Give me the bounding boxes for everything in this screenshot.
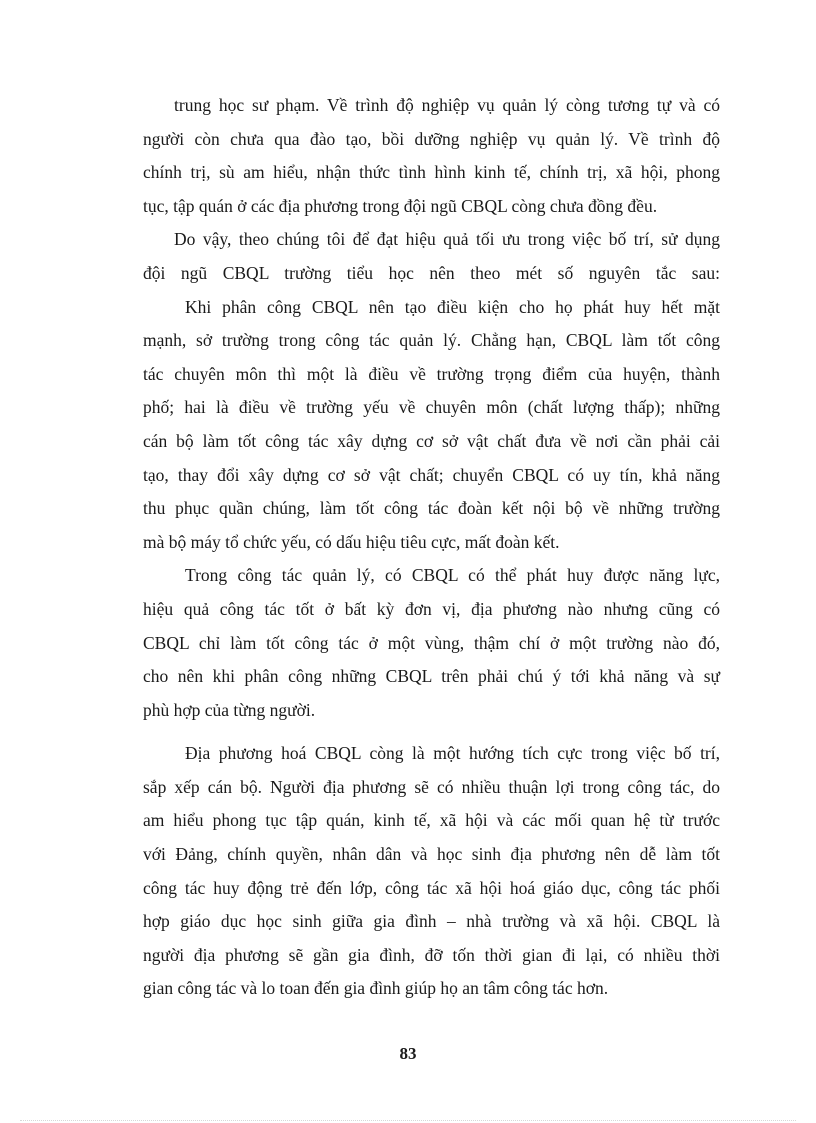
- text-line: thu phục quần chúng, làm tốt công tác đoàn kết nội bộ về những trường: [143, 498, 720, 519]
- text-line: trung học sư phạm. Về trình độ nghiệp vụ quản lý còng tương tự và có: [174, 95, 720, 115]
- text-line: sắp xếp cán bộ. Người địa phương sẽ có nhiều thuận lợi trong công tác, do: [143, 776, 720, 797]
- text-line: mạnh, sở trường trong công tác quản lý. Chẳng hạn, CBQL làm tốt công: [143, 330, 720, 351]
- paragraph-4: [143, 559, 720, 727]
- text-line: CBQL chỉ làm tốt công tác ở một vùng, thậm chí ở một trường nào đó,: [143, 632, 720, 653]
- text-line: công tác huy động trẻ đến lớp, công tác xã hội hoá giáo dục, công tác phối: [143, 877, 720, 898]
- text-line: Địa phương hoá CBQL còng là một hướng tích cực trong việc bố trí,: [185, 743, 720, 764]
- text-line: Khi phân công CBQL nên tạo điều kiện cho họ phát huy hết mặt: [185, 296, 720, 317]
- text-line: cán bộ làm tốt công tác xây dựng cơ sở vật chất đưa về nơi cần phải cải: [143, 430, 720, 451]
- text-line: cho nên khi phân công những CBQL trên phải chú ý tới khả năng và sự: [143, 666, 720, 687]
- text-line: Trong công tác quản lý, có CBQL có thể phát huy được năng lực,: [185, 565, 720, 586]
- document-body: [143, 89, 720, 1006]
- page-bottom-divider: [20, 1120, 796, 1121]
- paragraph-5: [143, 737, 720, 1006]
- paragraph-spacer: [143, 727, 720, 737]
- text-line: gian công tác và lo toan đến gia đình giúp họ an tâm công tác hơn.: [143, 978, 609, 999]
- text-line: phố; hai là điều về trường yếu về chuyên môn (chất lượng thấp); những: [143, 397, 720, 418]
- text-line: Do vậy, theo chúng tôi để đạt hiệu quả tối ưu trong việc bố trí, sử dụng: [174, 229, 720, 250]
- text-line: với Đảng, chính quyền, nhân dân và học sinh địa phương nên dễ làm tốt: [143, 844, 720, 865]
- paragraph-3: [143, 291, 720, 560]
- text-line: tạo, thay đổi xây dựng cơ sở vật chất; chuyển CBQL có uy tín, khả năng: [143, 464, 720, 485]
- paragraph-2: [143, 223, 720, 290]
- text-line: tác chuyên môn thì một là điều về trường trọng điểm của huyện, thành: [143, 363, 720, 384]
- text-line: mà bộ máy tổ chức yếu, có dấu hiệu tiêu cực, mất đoàn kết.: [143, 531, 560, 552]
- text-line: tục, tập quán ở các địa phương trong đội ngũ CBQL còng chưa đồng đều.: [143, 195, 658, 216]
- text-line: đội ngũ CBQL trường tiểu học nên theo mét số nguyên tắc sau:: [143, 262, 720, 283]
- page-number: 83: [399, 1044, 417, 1063]
- text-line: hiệu quả công tác tốt ở bất kỳ đơn vị, địa phương nào nhưng cũng có: [143, 598, 720, 619]
- text-line: hợp giáo dục học sinh giữa gia đình – nhà trường và xã hội. CBQL là: [143, 911, 720, 932]
- text-line: am hiểu phong tục tập quán, kinh tế, xã hội và các mối quan hệ từ trước: [143, 810, 720, 831]
- text-line: chính trị, sù am hiểu, nhận thức tình hình kinh tế, chính trị, xã hội, phong: [143, 162, 720, 183]
- text-line: người còn chưa qua đào tạo, bồi dưỡng nghiệp vụ quản lý. Về trình độ: [143, 128, 720, 149]
- text-line: người địa phương sẽ gần gia đình, đỡ tốn thời gian đi lại, có nhiều thời: [143, 944, 720, 965]
- text-line: phù hợp của từng người.: [143, 699, 316, 720]
- paragraph-1: [143, 89, 720, 223]
